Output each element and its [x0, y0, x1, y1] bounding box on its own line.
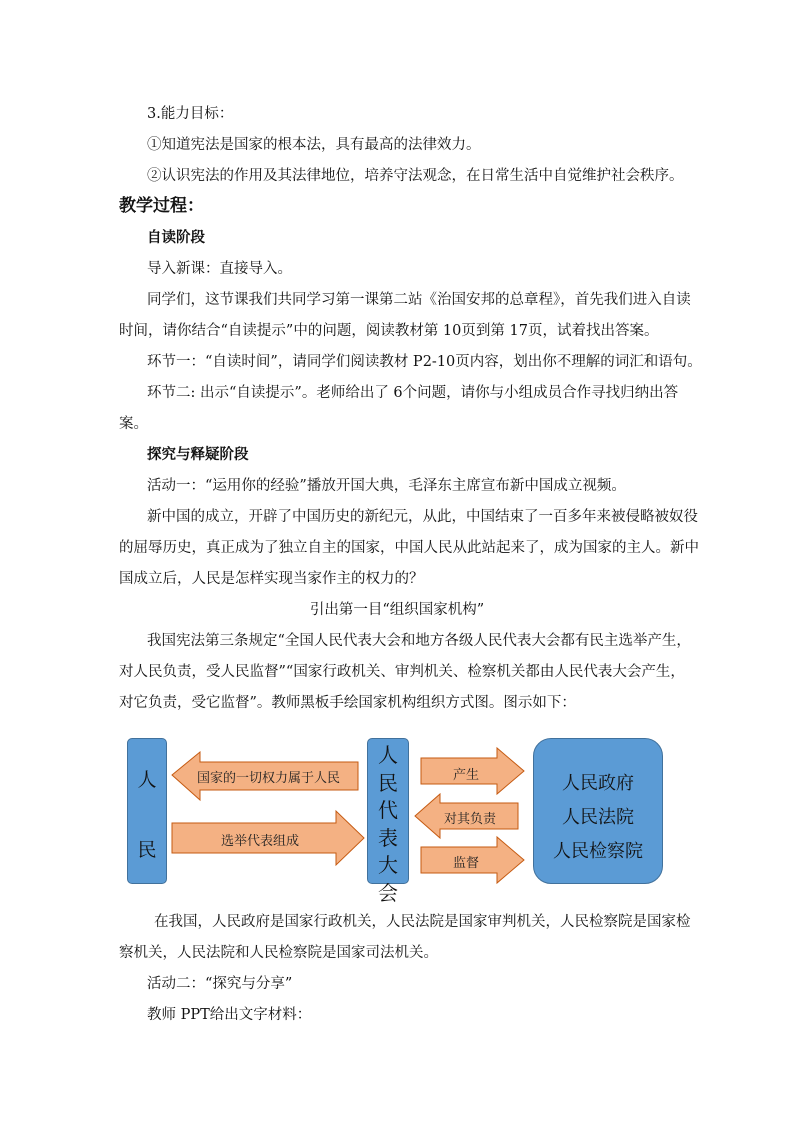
paragraph-text: 环节一：“自读时间”，请同学们阅读教材 P2-10页内容，划出你不理解的词汇和语句。 — [147, 354, 702, 370]
gov-line-2: 人民法院 — [562, 807, 634, 828]
paragraph-text: 对人民负责，受人民监督”“国家行政机关、审判机关、检察机关都由人民代表大会产生， — [119, 664, 685, 680]
paragraph-text: 的屈辱历史，真正成为了独立自主的国家，中国人民从此站起来了，成为国家的主人。新中 — [119, 540, 699, 556]
intro-line: 导入新课：直接导入。 — [147, 261, 292, 277]
paragraph-text: 案。 — [119, 416, 148, 432]
paragraph-text: 教师 PPT给出文字材料： — [147, 1007, 312, 1023]
people-box — [127, 738, 167, 884]
paragraph-text: 活动一：“运用你的经验”播放开国大典，毛泽东主席宣布新中国成立视频。 — [147, 478, 626, 494]
produce-arrow-label: 产生 — [453, 768, 480, 783]
explore-heading: 探究与释疑阶段 — [147, 446, 249, 463]
paragraph-text: 国成立后，人民是怎样实现当家作主的权力的？ — [119, 571, 424, 587]
paragraph-text: 时间，请你结合“自读提示”中的问题，阅读教材第 10页到第 17页，试着找出答案。 — [119, 323, 659, 339]
gov-line-3: 人民检察院 — [553, 841, 643, 862]
paragraph-text: 环节二: 出示“自读提示”。老师给出了 6个问题，请你与小组成员合作寻找归纳出答 — [147, 385, 679, 401]
activity-two-heading: 活动二：“探究与分享” — [147, 976, 293, 992]
paragraph-text: 在我国，人民政府是国家行政机关，人民法院是国家审判机关，人民检察院是国家检 — [154, 914, 691, 930]
paragraph-text: 察机关，人民法院和人民检察院是国家司法机关。 — [119, 945, 438, 961]
npc-label: 人 民 代 表 大 会 — [378, 743, 398, 905]
people-label-top: 人 — [137, 769, 157, 791]
state-organs-box — [533, 738, 663, 884]
people-label-bottom: 民 — [137, 839, 157, 861]
npc-box — [367, 738, 409, 905]
teaching-process-heading: 教学过程： — [119, 196, 204, 216]
ability-goal-heading: 3.能力目标： — [147, 106, 234, 122]
gov-line-1: 人民政府 — [562, 773, 634, 794]
paragraph-text: 新中国的成立，开辟了中国历史的新纪元，从此，中国结束了一百多年来被侵略被奴役 — [147, 509, 698, 525]
paragraph-text: 对它负责，受它监督”。教师黑板手绘国家机构组织方式图。图示如下： — [119, 695, 576, 711]
power-arrow-label: 国家的一切权力属于人民 — [197, 771, 341, 786]
self-reading-heading: 自读阶段 — [147, 229, 205, 246]
supervise-arrow-label: 监督 — [453, 856, 480, 871]
elect-arrow-label: 选举代表组成 — [221, 834, 300, 849]
subsection-title: 引出第一目“组织国家机构” — [309, 602, 485, 618]
paragraph-text: 我国宪法第三条规定“全国人民代表大会和地方各级人民代表大会都有民主选举产生， — [147, 633, 691, 649]
goal-item-2: ②认识宪法的作用及其法律地位，培养守法观念，在日常生活中自觉维护社会秩序。 — [147, 168, 684, 184]
goal-item-1: ①知道宪法是国家的根本法，具有最高的法律效力。 — [147, 137, 481, 153]
paragraph-text: 同学们，这节课我们共同学习第一课第二站《治国安邦的总章程》，首先我们进入自读 — [147, 292, 691, 308]
responsible-arrow-label: 对其负责 — [444, 812, 497, 827]
